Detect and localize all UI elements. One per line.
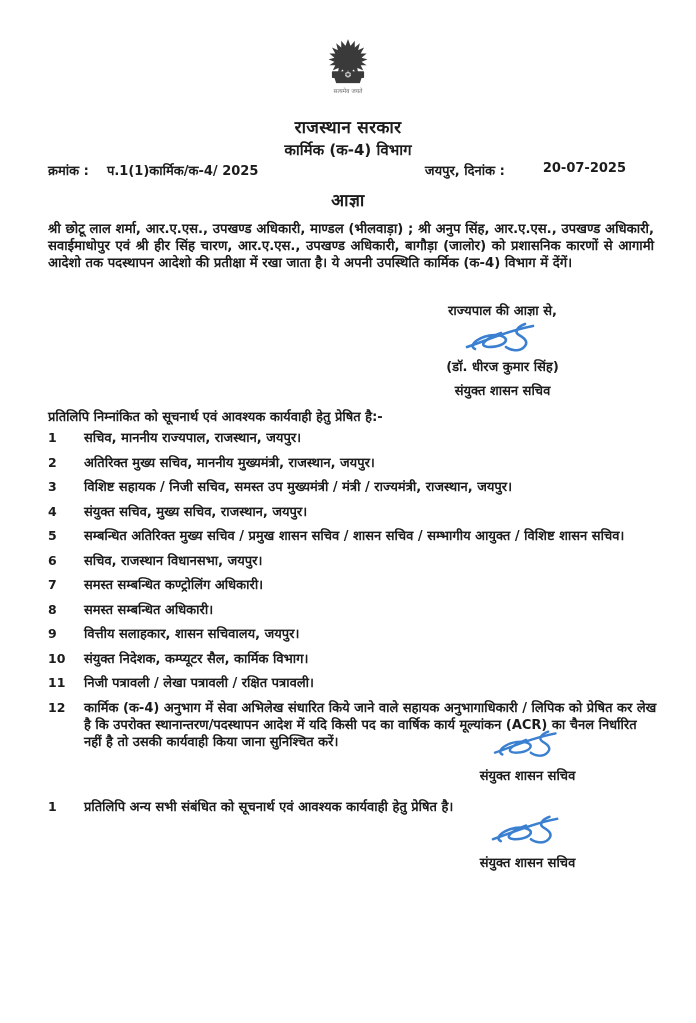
footer-note-number: 1 — [48, 799, 57, 814]
footer-signature-designation: संयुक्त शासन सचिव — [479, 856, 576, 871]
by-order-line: राज्यपाल की आज्ञा से, — [448, 304, 557, 319]
signatory-name: (डॉ. धीरज कुमार सिंह) — [446, 360, 559, 375]
list-item-number: 12 — [48, 699, 66, 715]
signature-scribble-icon — [463, 319, 543, 355]
list-item-number: 1 — [48, 430, 57, 445]
signature-scribble-icon — [491, 727, 565, 760]
list-item-number: 2 — [48, 454, 57, 470]
list-item — [48, 479, 658, 496]
order-heading: आज्ञा — [331, 191, 365, 211]
list-item — [48, 528, 658, 545]
list-item — [48, 455, 658, 472]
list-item — [48, 553, 658, 570]
place-date-label: जयपुर, दिनांक : — [424, 164, 505, 179]
footer-note-text: प्रतिलिपि अन्य सभी संबंधित को सूचनार्थ एवं आवश्यक कार्यवाही हेतु प्रेषित है। — [84, 800, 454, 815]
list-item — [48, 577, 658, 594]
list-item-number: 3 — [48, 479, 57, 494]
ashoka-emblem-icon — [0, 34, 696, 100]
list-item-text: अतिरिक्त मुख्य सचिव, माननीय मुख्यमंत्री, राजस्थान, जयपुर। — [84, 455, 375, 471]
government-title: राजस्थान सरकार — [294, 118, 402, 138]
list-item-number: 10 — [48, 650, 66, 666]
list-item — [48, 430, 658, 447]
signature-block-middle — [455, 727, 600, 784]
list-item-text: वित्तीय सलाहकार, शासन सचिवालय, जयपुर। — [84, 627, 300, 642]
signature-block-primary — [430, 301, 575, 399]
department-title: कार्मिक (क-4) विभाग — [284, 141, 412, 159]
copy-intro-line: प्रतिलिपि निम्नांकित को सूचनार्थ एवं आवश्यक कार्यवाही हेतु प्रेषित है:- — [48, 410, 383, 425]
list-item — [48, 675, 658, 692]
list-item-text: निजी पत्रावली / लेखा पत्रावली / रक्षित पत्रावली। — [84, 676, 314, 691]
list-item-number: 9 — [48, 626, 57, 641]
signature-scribble-icon — [489, 812, 567, 847]
list-item-text: समस्त सम्बन्धित कण्ट्रोलिंग अधिकारी। — [84, 578, 264, 593]
emblem-motto: सत्यमेव जयते — [333, 89, 363, 96]
list-item — [48, 651, 658, 668]
list-item-text: संयुक्त निदेशक, कम्प्यूटर सैल, कार्मिक विभाग। — [84, 651, 309, 667]
list-item-text: विशिष्ट सहायक / निजी सचिव, समस्त उप मुख्यमंत्री / मंत्री / राज्यमंत्री, राजस्थान, जयपुर। — [84, 480, 513, 495]
place-date-line — [425, 161, 656, 179]
mid-signature-designation: संयुक्त शासन सचिव — [479, 769, 576, 784]
list-item-text: सचिव, माननीय राज्यपाल, राजस्थान, जयपुर। — [84, 431, 302, 446]
list-item-number: 11 — [48, 675, 66, 690]
list-item-number: 7 — [48, 577, 57, 592]
list-item-number: 8 — [48, 601, 57, 617]
copy-distribution-list — [48, 430, 658, 758]
list-item-text: कार्मिक (क-4) अनुभाग में सेवा अभिलेख संधारित किये जाने वाले सहायक अनुभागाधिकारी / लिपिक को प्रेषित कर लेख है कि उपरोक्त स्थानान्तरण/पदस्थापन आदेश में यदि किसी पद का वार्षिक कार्य मूल्यांकन (ACR) का चैनल निर्धारित नहीं है तो उसकी कार्यवाही किया जाना सुनिश्चित करें। — [84, 700, 657, 750]
reference-number: प.1(1)कार्मिक/क-4/ 2025 — [106, 164, 259, 179]
list-item — [48, 626, 658, 643]
list-item-number: 5 — [48, 528, 57, 543]
list-item-text: सचिव, राजस्थान विधानसभा, जयपुर। — [84, 553, 263, 569]
reference-number-line — [48, 161, 258, 179]
list-item-number: 4 — [48, 503, 57, 519]
list-item-text: संयुक्त सचिव, मुख्य सचिव, राजस्थान, जयपुर। — [84, 504, 308, 520]
list-item-text: सम्बन्धित अतिरिक्त मुख्य सचिव / प्रमुख शासन सचिव / शासन सचिव / सम्भागीय आयुक्त / विशिष्ट शासन सचिव। — [84, 529, 625, 544]
list-item-number: 6 — [48, 552, 57, 568]
list-item-text: समस्त सम्बन्धित अधिकारी। — [84, 602, 214, 618]
reference-row — [48, 161, 656, 179]
signature-block-footer — [455, 812, 600, 871]
order-date: 20-07-2025 — [542, 161, 626, 176]
reference-label: क्रमांक : — [48, 164, 89, 179]
signatory-designation: संयुक्त शासन सचिव — [454, 384, 551, 399]
list-item — [48, 602, 658, 619]
order-body-paragraph: श्री छोटू लाल शर्मा, आर.ए.एस., उपखण्ड अधिकारी, माण्डल (भीलवाड़ा) ; श्री अनुप सिंह, आर.ए.एस., उपखण्ड अधिकारी, सवाईमाधोपुर एवं श्री हीर सिंह चारण, आर.ए.एस., उपखण्ड अधिकारी, बागौड़ा (जालोर) को प्रशासनिक कारणों से आगामी आदेशो तक पदस्थापन आदेशो की प्रतीक्षा में रखा जाता है। ये अपनी उपस्थिति कार्मिक (क-4) विभाग में देंगें। — [48, 222, 654, 271]
list-item — [48, 504, 658, 521]
